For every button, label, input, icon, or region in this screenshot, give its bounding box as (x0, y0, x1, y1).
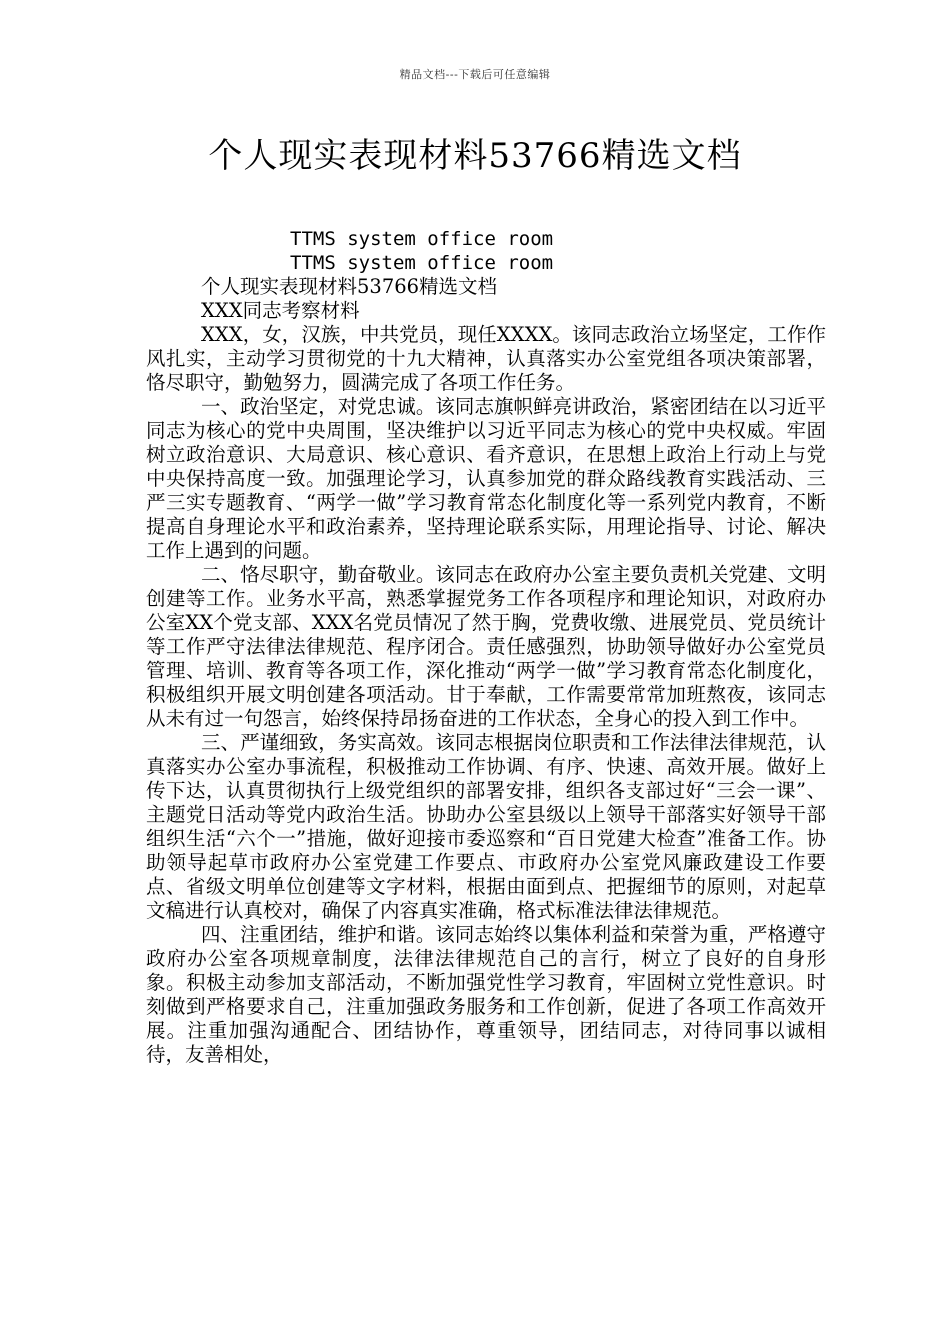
section-dedication-paragraph: 二、恪尽职守，勤奋敬业。该同志在政府办公室主要负责机关党建、文明创建等工作。业务水平高，熟悉掌握党务工作各项程序和理论知识，对政府办公室XX个党支部、XXX名党员情况了然于胸，党费收缴、进展党员、党员统计等工作严守法律法律规范、程序闭合。责任感强烈，协助领导做好办公室党员管理、培训、教育等各项工作，深化推动“两学一做”学习教育常态化制度化，积极组织开展文明创建各项活动。甘于奉献，工作需要常常加班熬夜，该同志从未有过一句怨言，始终保持昂扬奋进的工作状态，全身心的投入到工作中。 (146, 563, 826, 730)
section-unity-paragraph: 四、注重团结，维护和谐。该同志始终以集体利益和荣誉为重，严格遵守政府办公室各项规章制度，法律法律规范自己的言行，树立了良好的自身形象。积极主动参加支部活动，不断加强党性学习教育，牢固树立党性意识。时刻做到严格要求自己，注重加强政务服务和工作创新，促进了各项工作高效开展。注重加强沟通配合、团结协作，尊重领导，团结同志，对待同事以诚相待，友善相处， (146, 923, 826, 1066)
intro-paragraph: XXX，女，汉族，中共党员，现任XXXX。该同志政治立场坚定，工作作风扎实，主动学习贯彻党的十九大精神，认真落实办公室党组各项决策部署，恪尽职守，勤勉努力，圆满完成了各项工作任务。 (146, 323, 826, 394)
document-title: 个人现实表现材料53766精选文档 (208, 136, 742, 176)
inspection-heading: XXX同志考察材料 (201, 299, 360, 322)
section-rigor-paragraph: 三、严谨细致，务实高效。该同志根据岗位职责和工作法律法律规范，认真落实办公室办事流程，积极推动工作协调、有序、快速、高效开展。做好上传下达，认真贯彻执行上级党组织的部署安排，组织各支部过好“三会一课”、主题党日活动等党内政治生活。协助办公室县级以上领导干部落实好领导干部组织生活“六个一”措施，做好迎接市委巡察和“百日党建大检查”准备工作。协助领导起草市政府办公室党建工作要点、市政府办公室党风廉政建设工作要点、省级文明单位创建等文字材料，根据由面到点、把握细节的原则，对起草文稿进行认真校对，确保了内容真实准确，格式标准法律法律规范。 (146, 731, 826, 922)
office-room-line: TTMS system office room (290, 252, 554, 274)
document-body (146, 227, 826, 1067)
office-room-line: TTMS system office room (290, 228, 554, 250)
subtitle-repeat: 个人现实表现材料53766精选文档 (201, 275, 498, 298)
header-note: 精品文档---下载后可任意编辑 (399, 68, 551, 81)
section-political-paragraph: 一、政治坚定，对党忠诚。该同志旗帜鲜亮讲政治，紧密团结在以习近平同志为核心的党中央周围，坚决维护以习近平同志为核心的党中央权威。牢固树立政治意识、大局意识、核心意识、看齐意识，在思想上政治上行动上与党中央保持高度一致。加强理论学习，认真参加党的群众路线教育实践活动、三严三实专题教育、“两学一做”学习教育常态化制度化等一系列党内教育，不断提高自身理论水平和政治素养，坚持理论联系实际，用理论指导、讨论、解决工作上遇到的问题。 (146, 395, 826, 562)
